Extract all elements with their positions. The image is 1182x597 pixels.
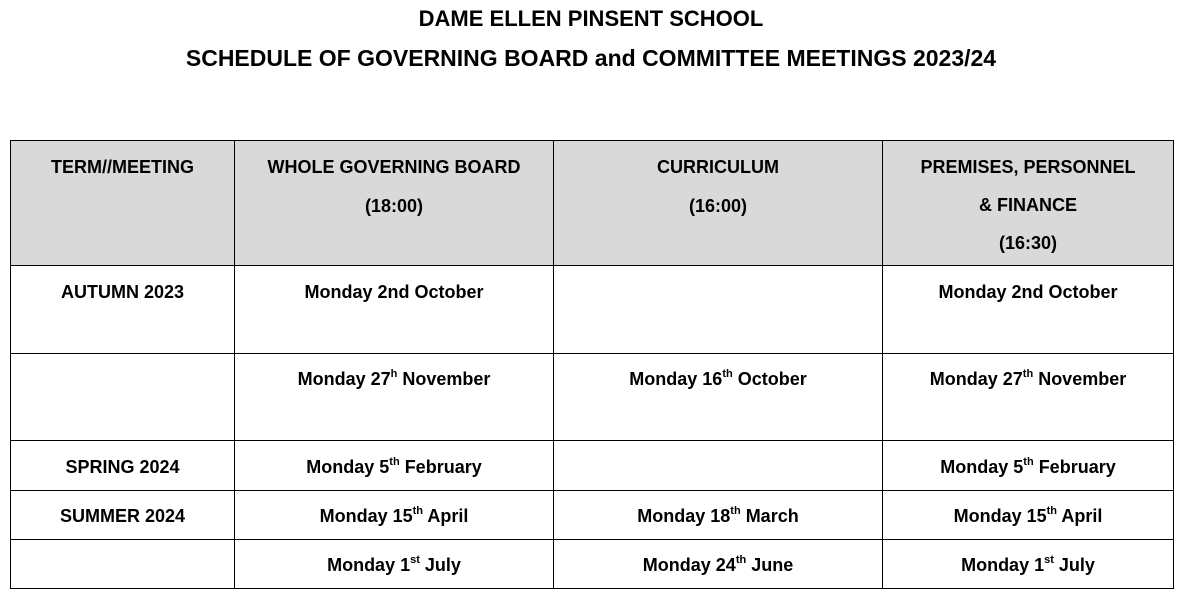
meeting-date-cell	[883, 491, 1174, 540]
date-text: Monday 15	[319, 506, 413, 526]
column-header-premises-personnel-finance	[883, 141, 1174, 266]
meeting-date-cell	[235, 354, 554, 441]
date-text: Monday 27	[929, 369, 1023, 389]
date-text: Monday 1	[327, 555, 411, 575]
table-row	[11, 441, 1174, 491]
term-cell: SUMMER 2024	[11, 491, 235, 540]
meeting-date-cell	[554, 354, 883, 441]
date-month: November	[1033, 369, 1127, 389]
header-line: & FINANCE	[979, 195, 1077, 215]
date-month: June	[746, 555, 794, 575]
date-month: October	[732, 369, 807, 389]
date-month: July	[419, 555, 461, 575]
header-line: TERM//MEETING	[51, 157, 194, 177]
meeting-date-cell	[554, 540, 883, 589]
date-month: April	[1057, 506, 1103, 526]
date-suffix: st	[1044, 554, 1054, 566]
meeting-date-cell	[235, 441, 554, 491]
meeting-date-cell	[883, 354, 1174, 441]
meeting-date-cell	[883, 540, 1174, 589]
date-text: Monday 27	[297, 369, 391, 389]
meeting-schedule-table	[10, 140, 1174, 589]
date-month: July	[1053, 555, 1095, 575]
date-text: Monday 15	[953, 506, 1047, 526]
date-suffix: th	[1023, 456, 1034, 468]
date-suffix: th	[1046, 505, 1058, 517]
table-row	[11, 540, 1174, 589]
date-suffix: th	[735, 554, 747, 566]
date-month: February	[399, 457, 482, 477]
date-month: April	[423, 506, 469, 526]
date-suffix: th	[722, 368, 733, 380]
table-row	[11, 491, 1174, 540]
header-line: CURRICULUM	[657, 157, 779, 177]
date-text: Monday 16	[629, 369, 723, 389]
term-cell	[11, 354, 235, 441]
meeting-date-cell	[235, 491, 554, 540]
header-time: (16:00)	[688, 196, 748, 216]
date-text: Monday 2nd October	[304, 282, 484, 302]
header-time: (18:00)	[364, 196, 424, 216]
meeting-date-cell	[554, 266, 883, 354]
document-title: SCHEDULE OF GOVERNING BOARD and COMMITTEE MEETINGS 2023/24	[185, 45, 997, 71]
date-suffix: th	[1022, 368, 1034, 380]
meeting-date-cell	[235, 540, 554, 589]
header-line: PREMISES, PERSONNEL	[920, 157, 1136, 177]
date-text: Monday 5	[306, 457, 390, 477]
column-header-term	[11, 141, 235, 266]
term-cell: AUTUMN 2023	[11, 266, 235, 354]
date-suffix: h	[390, 368, 398, 380]
term-cell	[11, 540, 235, 589]
date-text: Monday 18	[637, 506, 731, 526]
meeting-date-cell	[883, 441, 1174, 491]
date-suffix: th	[412, 505, 424, 517]
date-text: Monday 2nd October	[938, 282, 1118, 302]
date-text: Monday 5	[940, 457, 1024, 477]
date-text: Monday 24	[642, 555, 736, 575]
date-month: November	[397, 369, 491, 389]
date-month: March	[740, 506, 799, 526]
header-line: WHOLE GOVERNING BOARD	[267, 157, 521, 177]
date-text: Monday 1	[961, 555, 1045, 575]
date-suffix: th	[389, 456, 400, 468]
meeting-date-cell	[235, 266, 554, 354]
meeting-date-cell	[554, 441, 883, 491]
header-time: (16:30)	[998, 233, 1058, 253]
table-row	[11, 266, 1174, 354]
school-name: DAME ELLEN PINSENT SCHOOL	[418, 6, 764, 31]
date-suffix: th	[730, 505, 741, 517]
date-month: February	[1033, 457, 1116, 477]
meeting-date-cell	[554, 491, 883, 540]
column-header-curriculum	[554, 141, 883, 266]
date-suffix: st	[410, 554, 420, 566]
term-cell: SPRING 2024	[11, 441, 235, 491]
column-header-whole-board	[235, 141, 554, 266]
table-header-row	[11, 141, 1174, 266]
meeting-date-cell	[883, 266, 1174, 354]
table-row	[11, 354, 1174, 441]
